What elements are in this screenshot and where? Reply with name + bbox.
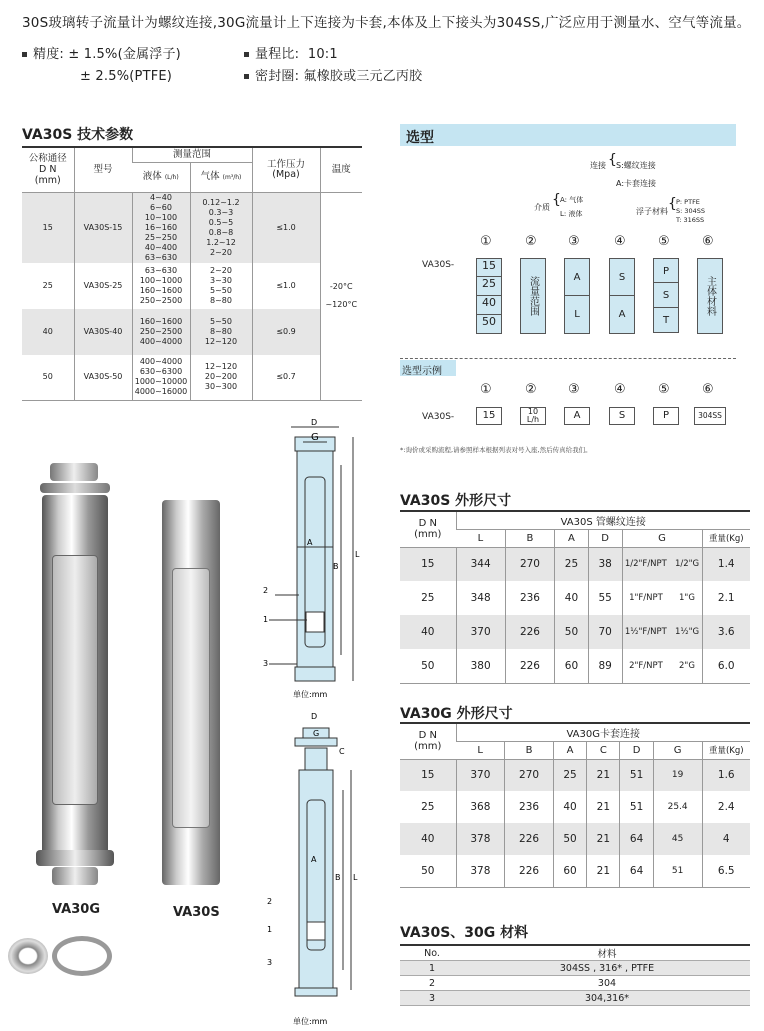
tech-h-pressure: 工作压力 (266, 158, 305, 170)
tech-h-gas-unit: (m³/h) (222, 173, 242, 181)
n3-label: 3 (267, 958, 273, 967)
va30s-photo (160, 500, 224, 890)
table-cell: 270 (505, 759, 554, 791)
sel-size: 15 (476, 258, 502, 277)
dim30g-row (400, 855, 750, 887)
table-cell: 21 (587, 855, 620, 887)
selection-header-bar (400, 124, 736, 146)
spec-seal-value: 氟橡胶或三元乙丙胶 (303, 69, 423, 84)
tech-title: VA30S 技术参数 (22, 127, 134, 143)
sel-med: A (564, 258, 590, 296)
dim30s-row (400, 547, 750, 581)
b-label: B (335, 873, 341, 882)
tech-liquid: 4~40 6~60 10~100 16~160 25~250 40~400 63~630 (132, 192, 190, 263)
intro (22, 12, 752, 88)
dim30g-h-conn: VA30G卡套连接 (456, 723, 750, 741)
mat-row (400, 961, 750, 976)
dim30g-col: D (620, 741, 653, 759)
table-cell: 226 (505, 649, 554, 683)
tech-h-liquid-unit: (L/h) (164, 173, 179, 181)
unit-label-1: 单位:mm (293, 690, 328, 699)
table-cell: 50 (421, 864, 435, 877)
tech-h-range: 测量范围 (132, 148, 252, 162)
tech-h-gas: 气体 (200, 170, 220, 182)
tech-h-model: 型号 (74, 148, 132, 192)
sel-ex: A (564, 407, 590, 425)
g-label: G (313, 729, 320, 738)
table-cell: 6.0 (702, 649, 750, 683)
table-cell: 45 (653, 823, 702, 855)
sel-num: ② (525, 382, 537, 397)
tech-liquid: 63~630 100~1000 160~1600 250~2500 (132, 263, 190, 309)
sel-size: 50 (476, 315, 502, 334)
table-cell: 50 (553, 823, 586, 855)
table-cell: 64 (620, 823, 653, 855)
dim30g-col: C (587, 741, 620, 759)
sel-ex-prefix: VA30S- (422, 412, 455, 422)
dim30g-row (400, 759, 750, 791)
tech-liquid: 400~4000 630~6300 1000~10000 4000~16000 (132, 355, 190, 401)
tech-gas: 0.12~1.2 0.3~3 0.5~5 0.8~8 1.2~12 2~20 (190, 192, 252, 263)
table-cell: 4 (702, 823, 750, 855)
table-cell: 304SS , 316* , PTFE (464, 961, 750, 976)
table-cell: 25.4 (653, 791, 702, 823)
table-cell: 51 (620, 759, 653, 791)
dim30g-col: 重量(Kg) (702, 741, 750, 759)
table-cell: 304 (464, 976, 750, 991)
tech-gas: 5~50 8~80 12~120 (190, 309, 252, 355)
sel-conn-label: 连接 (590, 161, 606, 170)
tech-temp-2: ~120°C (325, 300, 358, 310)
table-cell: 15 (421, 558, 435, 571)
dim30g-h-mm: (mm) (414, 741, 442, 753)
table-cell: 1/2"F/NPT 1/2"G (622, 547, 702, 581)
sel-ex: S (609, 407, 635, 425)
dim30s-col: B (505, 529, 554, 547)
tech-h-dn2: D N (39, 164, 57, 176)
sel-num: ② (525, 234, 537, 249)
sel-float-s: S: 304SS (676, 207, 706, 215)
table-cell: 6.5 (702, 855, 750, 887)
table-cell: 15 (421, 769, 435, 782)
sel-med-l: L: 液体 (560, 210, 583, 218)
sel-num: ⑥ (702, 234, 714, 249)
tech-gas: 2~20 3~30 5~50 8~80 (190, 263, 252, 309)
table-cell: 25 (553, 759, 586, 791)
sel-float-p: P: PTFE (676, 198, 700, 206)
dim30s-table (400, 510, 750, 684)
a-label: A (311, 855, 317, 864)
tech-temp-1: -20°C (329, 282, 353, 292)
sel-float-t: T: 316SS (676, 216, 705, 224)
tech-h-dn: 公称通径 (28, 153, 67, 165)
va30g-drawing (255, 710, 375, 1030)
mat-table (400, 944, 750, 1006)
table-cell: 2 (400, 976, 464, 991)
table-cell: 51 (620, 791, 653, 823)
dim30s-h-dn: D N (418, 518, 437, 530)
dim30s-col: 重量(Kg) (702, 529, 750, 547)
dim30g-row (400, 791, 750, 823)
g-label: G (311, 432, 319, 443)
dim30g-col: B (505, 741, 554, 759)
mat-h-mat: 材料 (464, 945, 750, 961)
spec-accuracy-value-2: ± 2.5%(PTFE) (80, 69, 173, 84)
table-cell: 21 (587, 759, 620, 791)
mat-row (400, 991, 750, 1006)
table-cell: 236 (505, 581, 554, 615)
dim30g-col: A (553, 741, 586, 759)
sel-num: ④ (614, 234, 626, 249)
sel-num: ④ (614, 382, 626, 397)
spec-accuracy-label: 精度: (33, 47, 64, 62)
va30s-drawing (255, 415, 375, 705)
c-label: C (339, 747, 345, 756)
table-cell: 378 (456, 855, 505, 887)
tech-h-pressure-unit: (Mpa) (272, 168, 300, 180)
va30g-label: VA30G (52, 902, 101, 917)
spec-accuracy-value: ± 1.5%(金属浮子) (68, 47, 181, 62)
sel-conn-a: A:卡套连接 (616, 179, 657, 188)
n1-label: 1 (263, 615, 269, 624)
tech-dn: 25 (42, 280, 53, 290)
dim30s-row (400, 649, 750, 683)
table-cell: 3.6 (702, 615, 750, 649)
va30s-label: VA30S (173, 905, 220, 920)
n2-label: 2 (263, 586, 269, 595)
table-cell: 55 (588, 581, 622, 615)
table-cell: 1.6 (702, 759, 750, 791)
table-cell: 70 (588, 615, 622, 649)
spec-row-2 (22, 66, 752, 88)
dim30g-table (400, 722, 750, 888)
tech-gas: 12~120 20~200 30~300 (190, 355, 252, 401)
table-cell: 64 (620, 855, 653, 887)
sel-range: 流量范围 (520, 258, 546, 334)
sel-body: 主体材料 (697, 258, 723, 334)
sel-con: S (609, 258, 635, 296)
tech-pressure: ≤1.0 (252, 263, 320, 309)
tech-h-dn3: (mm) (34, 175, 61, 187)
table-cell: 1"F/NPT 1"G (622, 581, 702, 615)
n2-label: 2 (267, 897, 273, 906)
table-cell: 3 (400, 991, 464, 1006)
sel-float-label: 浮子材料 (636, 207, 668, 216)
table-cell: 2"F/NPT 2"G (622, 649, 702, 683)
sel-size: 40 (476, 296, 502, 315)
sel-ex: P (653, 407, 679, 425)
tech-row (22, 309, 362, 355)
n1-label: 1 (267, 925, 273, 934)
table-cell: 51 (653, 855, 702, 887)
tech-model: VA30S-50 (74, 355, 132, 401)
tech-table (22, 148, 362, 401)
dim30g-col: G (653, 741, 702, 759)
table-cell: 378 (456, 823, 505, 855)
sel-con: A (609, 296, 635, 334)
table-cell: 89 (588, 649, 622, 683)
sel-num: ① (480, 234, 492, 249)
table-cell: 40 (421, 833, 435, 845)
table-cell: 2.4 (702, 791, 750, 823)
table-cell: 270 (505, 547, 554, 581)
spec-seal-label: 密封圈: (255, 69, 300, 84)
spec-range-label: 量程比: (255, 47, 300, 62)
sel-medium-label: 介质 (534, 203, 550, 212)
selection-diagram: 连接 { S:螺纹连接 A:卡套连接 介质 { A: 气体 L: 液体 浮子材料 { P: PTFE S: 304SS T: 316SS ① ② ③ ④ ⑤ ⑥ VA30S- 15 25 40 50 流量范围 A L S A P S T 主体材料 选型示例 ① ② ③ ④ ⑤ ⑥ VA30S- 15 10 L/h A S P 304SS *:询价或采购流程,请参照样本根据列表对号入座,然后传真给我们。 (400, 150, 750, 455)
sel-num: ⑤ (658, 382, 670, 397)
table-cell: 226 (505, 855, 554, 887)
table-cell: 25 (555, 547, 589, 581)
dim30g-row (400, 823, 750, 855)
sel-float: S (653, 283, 679, 308)
l-label: L (355, 550, 360, 559)
table-cell: 25 (421, 592, 435, 604)
table-cell: 1.4 (702, 547, 750, 581)
sel-note: *:询价或采购流程,请参照样本根据列表对号入座,然后传真给我们。 (400, 446, 592, 454)
dim30s-row (400, 581, 750, 615)
d-label: D (311, 418, 318, 427)
mat-title: VA30S、30G 材料 (400, 925, 529, 941)
sel-conn-s: S:螺纹连接 (616, 161, 656, 170)
tech-pressure: ≤0.9 (252, 309, 320, 355)
sel-med: L (564, 296, 590, 334)
tech-row (22, 263, 362, 309)
table-cell: 2.1 (702, 581, 750, 615)
table-cell: 40 (555, 581, 589, 615)
dim30s-col: L (456, 529, 505, 547)
table-cell: 21 (587, 791, 620, 823)
unit-label-2: 单位:mm (293, 1017, 328, 1026)
table-cell: 40 (553, 791, 586, 823)
tech-model: VA30S-15 (74, 192, 132, 263)
dim30s-col: D (588, 529, 622, 547)
table-cell: 60 (553, 855, 586, 887)
table-cell: 60 (555, 649, 589, 683)
table-cell: 344 (456, 547, 505, 581)
table-cell: 236 (505, 791, 554, 823)
sel-prefix: VA30S- (422, 260, 455, 270)
table-cell: 50 (555, 615, 589, 649)
table-cell: 226 (505, 823, 554, 855)
table-cell: 380 (456, 649, 505, 683)
table-cell: 368 (456, 791, 505, 823)
tech-liquid: 160~1600 250~2500 400~4000 (132, 309, 190, 355)
sel-example-label: 选型示例 (400, 360, 456, 376)
mat-row (400, 976, 750, 991)
sel-ex: 15 (476, 407, 502, 425)
dim30s-title: VA30S 外形尺寸 (400, 493, 512, 509)
sel-num: ③ (568, 234, 580, 249)
sel-num: ⑤ (658, 234, 670, 249)
spec-row-1 (22, 44, 752, 66)
b-label: B (333, 562, 339, 571)
tech-model: VA30S-25 (74, 263, 132, 309)
table-cell: 19 (653, 759, 702, 791)
tech-row (22, 355, 362, 401)
n3-label: 3 (263, 659, 269, 668)
tech-dn: 15 (42, 222, 53, 232)
mat-h-no: No. (400, 945, 464, 961)
tech-pressure: ≤1.0 (252, 192, 320, 263)
table-cell: 25 (421, 801, 435, 813)
dim30g-title: VA30G 外形尺寸 (400, 706, 513, 722)
l-label: L (353, 873, 358, 882)
dim30g-col: L (456, 741, 505, 759)
sel-num: ① (480, 382, 492, 397)
dim30s-h-conn: VA30S 管螺纹连接 (456, 511, 750, 529)
ferrule-photo (8, 938, 48, 974)
table-cell: 1½"F/NPT 1½"G (622, 615, 702, 649)
intro-text: 30S玻璃转子流量计为螺纹连接,30G流量计上下连接为卡套,本体及上下接头为304SS,广泛应用于测量水、空气等流量。 (22, 15, 751, 31)
tech-dn: 40 (42, 326, 53, 336)
sel-float: P (653, 258, 679, 283)
a-label: A (307, 538, 313, 547)
tech-model: VA30S-40 (74, 309, 132, 355)
table-cell: 1 (400, 961, 464, 976)
sel-sizes (476, 258, 502, 334)
tech-dn: 50 (42, 372, 53, 382)
sel-ex: 10 L/h (520, 407, 546, 425)
selection-title: 选型 (406, 130, 434, 146)
sel-med-a: A: 气体 (560, 196, 584, 204)
table-cell: 348 (456, 581, 505, 615)
dim30g-h-dn: D N (418, 730, 437, 742)
d-label: D (311, 712, 318, 721)
tech-h-temp: 温度 (320, 148, 362, 192)
sel-num: ⑥ (702, 382, 714, 397)
table-cell: 304,316* (464, 991, 750, 1006)
table-cell: 370 (456, 759, 505, 791)
dim30s-row (400, 615, 750, 649)
table-cell: 21 (587, 823, 620, 855)
table-cell: 38 (588, 547, 622, 581)
table-cell: 40 (421, 626, 435, 638)
tech-pressure: ≤0.7 (252, 355, 320, 401)
sel-ex: 304SS (694, 407, 726, 425)
tech-row (22, 192, 362, 263)
sel-float: T (653, 308, 679, 333)
sel-num: ③ (568, 382, 580, 397)
dim30s-h-mm: (mm) (414, 529, 442, 541)
table-cell: 370 (456, 615, 505, 649)
clamp-photo (52, 936, 112, 976)
dim30s-col: G (622, 529, 702, 547)
sel-size: 25 (476, 277, 502, 296)
table-cell: 226 (505, 615, 554, 649)
table-cell: 50 (421, 659, 435, 672)
tech-h-liquid: 液体 (142, 170, 162, 182)
dim30s-col: A (555, 529, 589, 547)
spec-range-value: 10:1 (307, 47, 338, 62)
va30g-photo (30, 455, 120, 895)
